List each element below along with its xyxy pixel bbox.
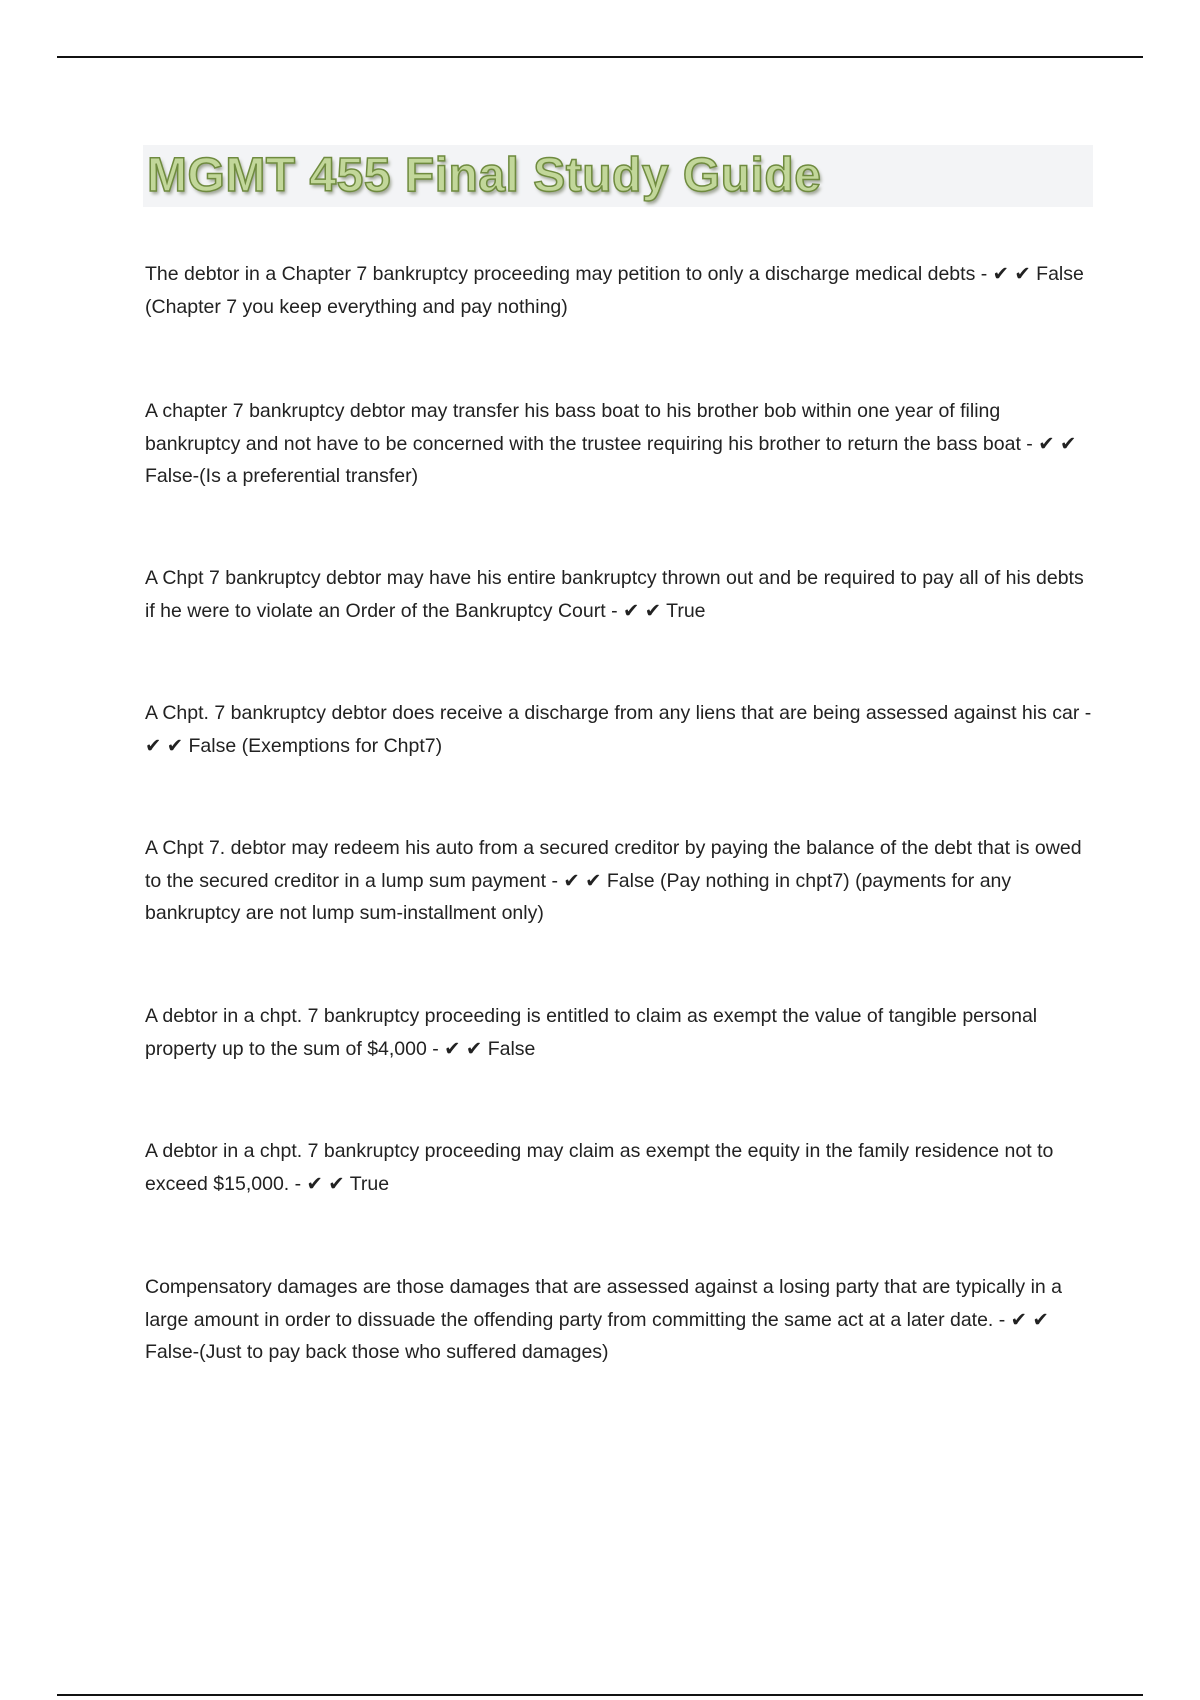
footer-rule: [57, 1694, 1143, 1696]
question-item: A Chpt 7 bankruptcy debtor may have his entire bankruptcy thrown out and be required to pay all of his debts if he were to violate an Order of the Bankruptcy Court - ✔ ✔ True: [145, 567, 1084, 622]
question-item: A chapter 7 bankruptcy debtor may transfer his bass boat to his brother bob within one year of filing bankruptcy and not have to be concerned with the trustee requiring his brother to return the bass boat - ✔ ✔ False-(Is a preferential transfer): [145, 400, 1077, 487]
question-item: Compensatory damages are those damages that are assessed against a losing party that are typically in a large amount in order to dissuade the offending party from committing the same act at a later date. - ✔ ✔ False-(Just to pay back those who suffered damages): [145, 1276, 1063, 1363]
document-title: MGMT 455 Final Study Guide: [147, 149, 822, 202]
question-item: A debtor in a chpt. 7 bankruptcy proceeding is entitled to claim as exempt the value of tangible personal property up to the sum of $4,000 - ✔ ✔ False: [145, 1005, 1038, 1060]
question-item: A Chpt 7. debtor may redeem his auto from a secured creditor by paying the balance of the debt that is owed to the secured creditor in a lump sum payment - ✔ ✔ False (Pay nothing in chpt7) (payments for any bankruptcy are not lump sum-installment only): [145, 837, 1082, 924]
question-item: A debtor in a chpt. 7 bankruptcy proceeding may claim as exempt the equity in the family residence not to exceed $15,000. - ✔ ✔ True: [145, 1140, 1054, 1195]
question-item: A Chpt. 7 bankruptcy debtor does receive a discharge from any liens that are being assessed against his car - ✔ ✔ False (Exemptions for Chpt7): [145, 702, 1092, 757]
header-rule: [57, 56, 1143, 58]
question-item: The debtor in a Chapter 7 bankruptcy proceeding may petition to only a discharge medical debts - ✔ ✔ False (Chapter 7 you keep everything and pay nothing): [145, 263, 1084, 318]
